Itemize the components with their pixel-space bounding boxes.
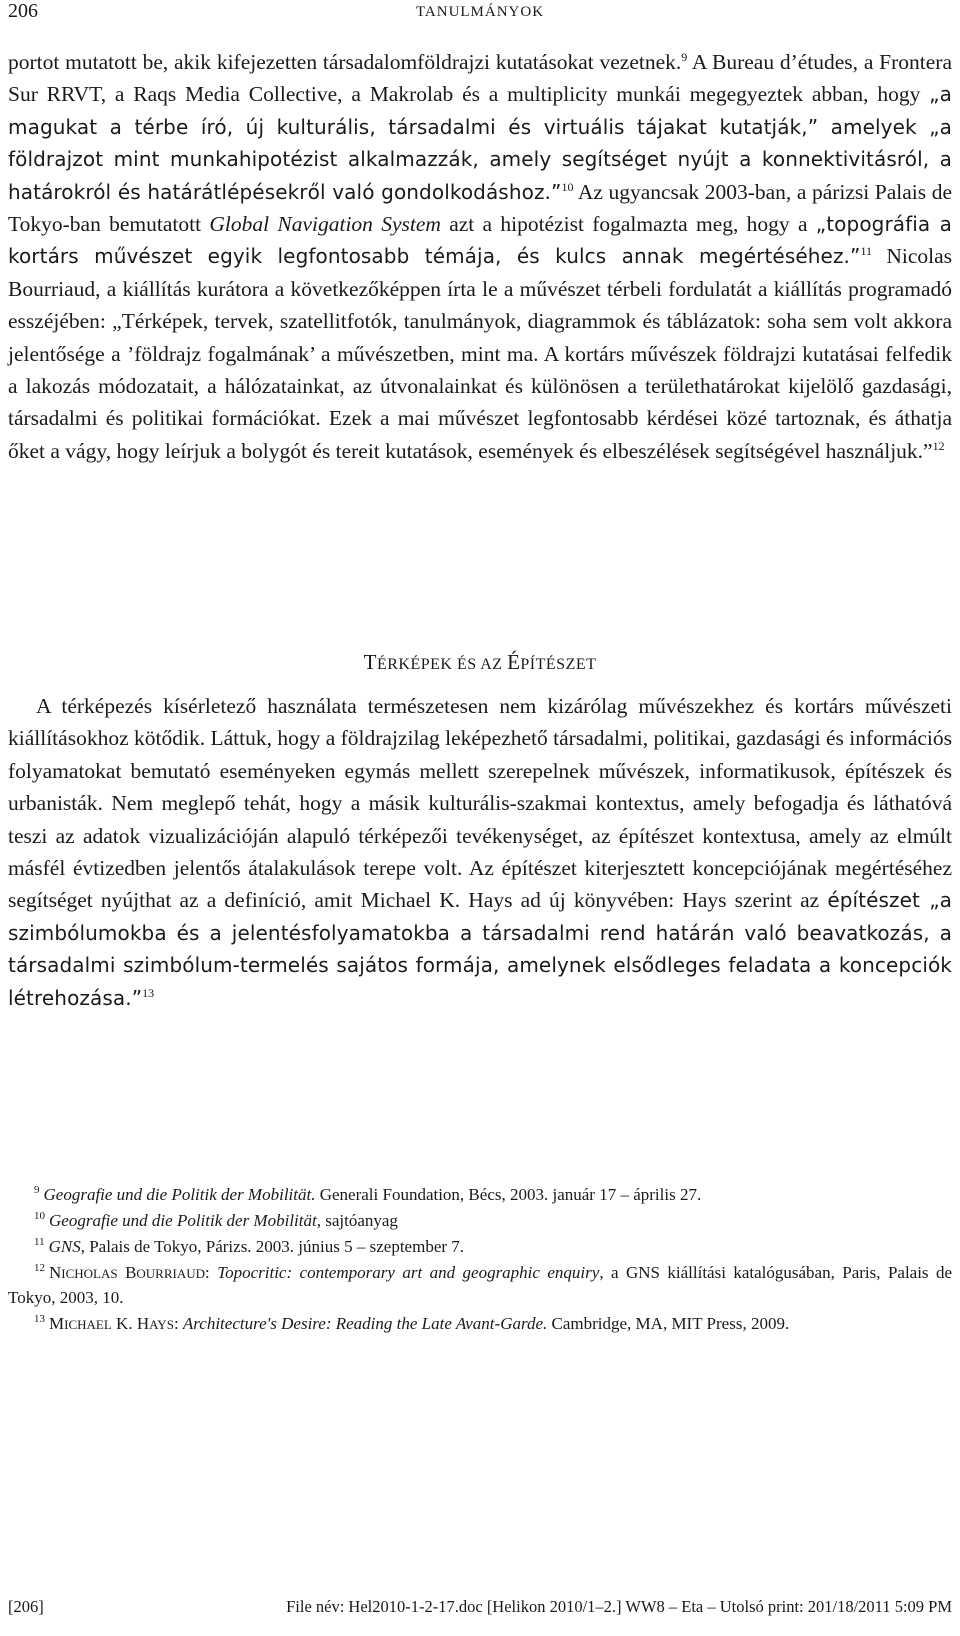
footnote-9: $^9$ Geografie und die Politik der Mobilität. Generali Foundation, Bécs, 2003. január 17 – április 27. bbox=[34, 1184, 702, 1204]
footnote-ref-13[interactable]: 13 bbox=[142, 985, 155, 1000]
section-heading: TÉRKÉPEK ÉS AZ ÉPÍTÉSZET bbox=[363, 650, 597, 674]
exhibition-title: Global Navigation System bbox=[209, 212, 441, 237]
footer-file-info: File név: Hel2010-1-2-17.doc [Helikon 2010/1–2.] WW8 – Eta – Utolsó print: 201/18/2011 5:09 PM bbox=[286, 1597, 952, 1616]
para1-text: Nicolas Bourriaud, a kiállítás kurátora a következőképpen írta le a művészet térbeli fordulatát a kiállítás programadó esszéjében: „Térképek, tervek, szatellitfotók, tanulmányok, diagrammok és táblázatok: soha sem volt akkora jelentősége a ’földrajz fogalmának’ a művészetben, mint ma. A kortárs művészek földrajzi kutatásai felfedik a lakozás módozatait, a hálózatainkat, az útvonalainkat és különösen a területhatárokat kijelölő gazdasági, társadalmi és politikai formációkat. Ezek a mai művészet legfontosabb kérdései közé tartoznak, és áthatja őket a vágy, hogy leírjuk a bolygót és tereit kutatások, események és elbeszélések segítségével használjuk.” bbox=[8, 244, 953, 463]
paragraph-1 bbox=[8, 46, 952, 467]
running-title: TANULMÁNYOK bbox=[415, 4, 545, 20]
paragraph-2 bbox=[8, 690, 952, 1014]
para1-text: A Bureau d’études, a Frontera Sur RRVT, a Raqs Media Collective, a Makrolab és a multiplicity munkái megegyeztek abban, hogy bbox=[8, 50, 952, 107]
footnote-ref-10[interactable]: 10 bbox=[561, 179, 574, 194]
footnote-13: $^{13}$ MICHAEL K. HAYS: Architecture's Desire: Reading the Late Avant-Garde. Cambridge, MA, MIT Press, 2009. bbox=[34, 1313, 790, 1333]
footnote-10: $^{10}$ Geografie und die Politik der Mobilität, sajtóanyag bbox=[34, 1210, 398, 1230]
quote-topography: „topográfia a kortárs művészet egyik legfontosabb témája, és kulcs annak megértéséhez.” bbox=[8, 212, 952, 269]
footer-page-number: [206] bbox=[8, 1597, 44, 1616]
para1-text: portot mutatott be, akik kifejezetten társadalomföldrajzi kutatásokat vezetnek. bbox=[8, 50, 682, 74]
quote-multiplicity: „a magukat a térbe író, új kulturális, társadalmi és virtuális tájakat kutatják,” amelyek „a földrajzot mint munkahipotézist alkalmazzák, amely segítséget nyújt a konnektivitásról, a határokról és határátlépésekről való gondolkodáshoz.” bbox=[8, 82, 952, 204]
footnote-ref-11[interactable]: 11 bbox=[860, 244, 873, 259]
footnotes bbox=[8, 1183, 952, 1339]
footnote-11: $^{11}$ GNS, Palais de Tokyo, Párizs. 2003. június 5 – szeptember 7. bbox=[34, 1236, 465, 1256]
page-number: 206 bbox=[8, 0, 38, 22]
page-header bbox=[8, 0, 952, 24]
footnote-ref-12[interactable]: 12 bbox=[932, 438, 945, 453]
footnote-ref-9[interactable]: 9 bbox=[681, 49, 688, 64]
quote-hays: építészet „a szimbólumokba és a jelentésfolyamatokba a társadalmi rend határán való beavatkozás, a társadalmi szimbólum-termelés sajátos formája, amelynek elsődleges feladata a koncepciók létrehozása.” bbox=[8, 888, 953, 1010]
para1-text: Az ugyancsak 2003-ban, a párizsi Palais de Tokyo-ban bemutatott bbox=[8, 179, 952, 237]
footnote-12: $^{12}$ NICHOLAS BOURRIAUD: Topocritic: contemporary art and geographic enquiry, a GNS kiállítási katalógusában, Paris, Palais de Tokyo, 2003, 10. bbox=[8, 1262, 953, 1307]
para2-text: A térképezés kísérletező használata természetesen nem kizárólag művészekhez és kortárs művészeti kiállításokhoz kötődik. Láttuk, hogy a földrajzilag leképezhető társadalmi, politikai, gazdasági és információs folyamatokat bemutató eseményeken egymás mellett szerepelnek művészek, informatikusok, építészek és urbanisták. Nem meglepő tehát, hogy a másik kulturális-szakmai kontextus, amely befogadja és láthatóvá teszi az adatok vizualizációján alapuló térképezői tevékenységet, az építészet kontextusa, amely az elmúlt másfél évtizedben jelentős átalakulások terepe volt. Az építészet kiterjesztett koncepciójának megértéséhez segítséget nyújthat az a definíció, amit Michael K. Hays ad új könyvében: Hays szerint az bbox=[8, 694, 952, 913]
para1-text: azt a hipotézist fogalmazta meg, hogy a bbox=[449, 212, 808, 237]
